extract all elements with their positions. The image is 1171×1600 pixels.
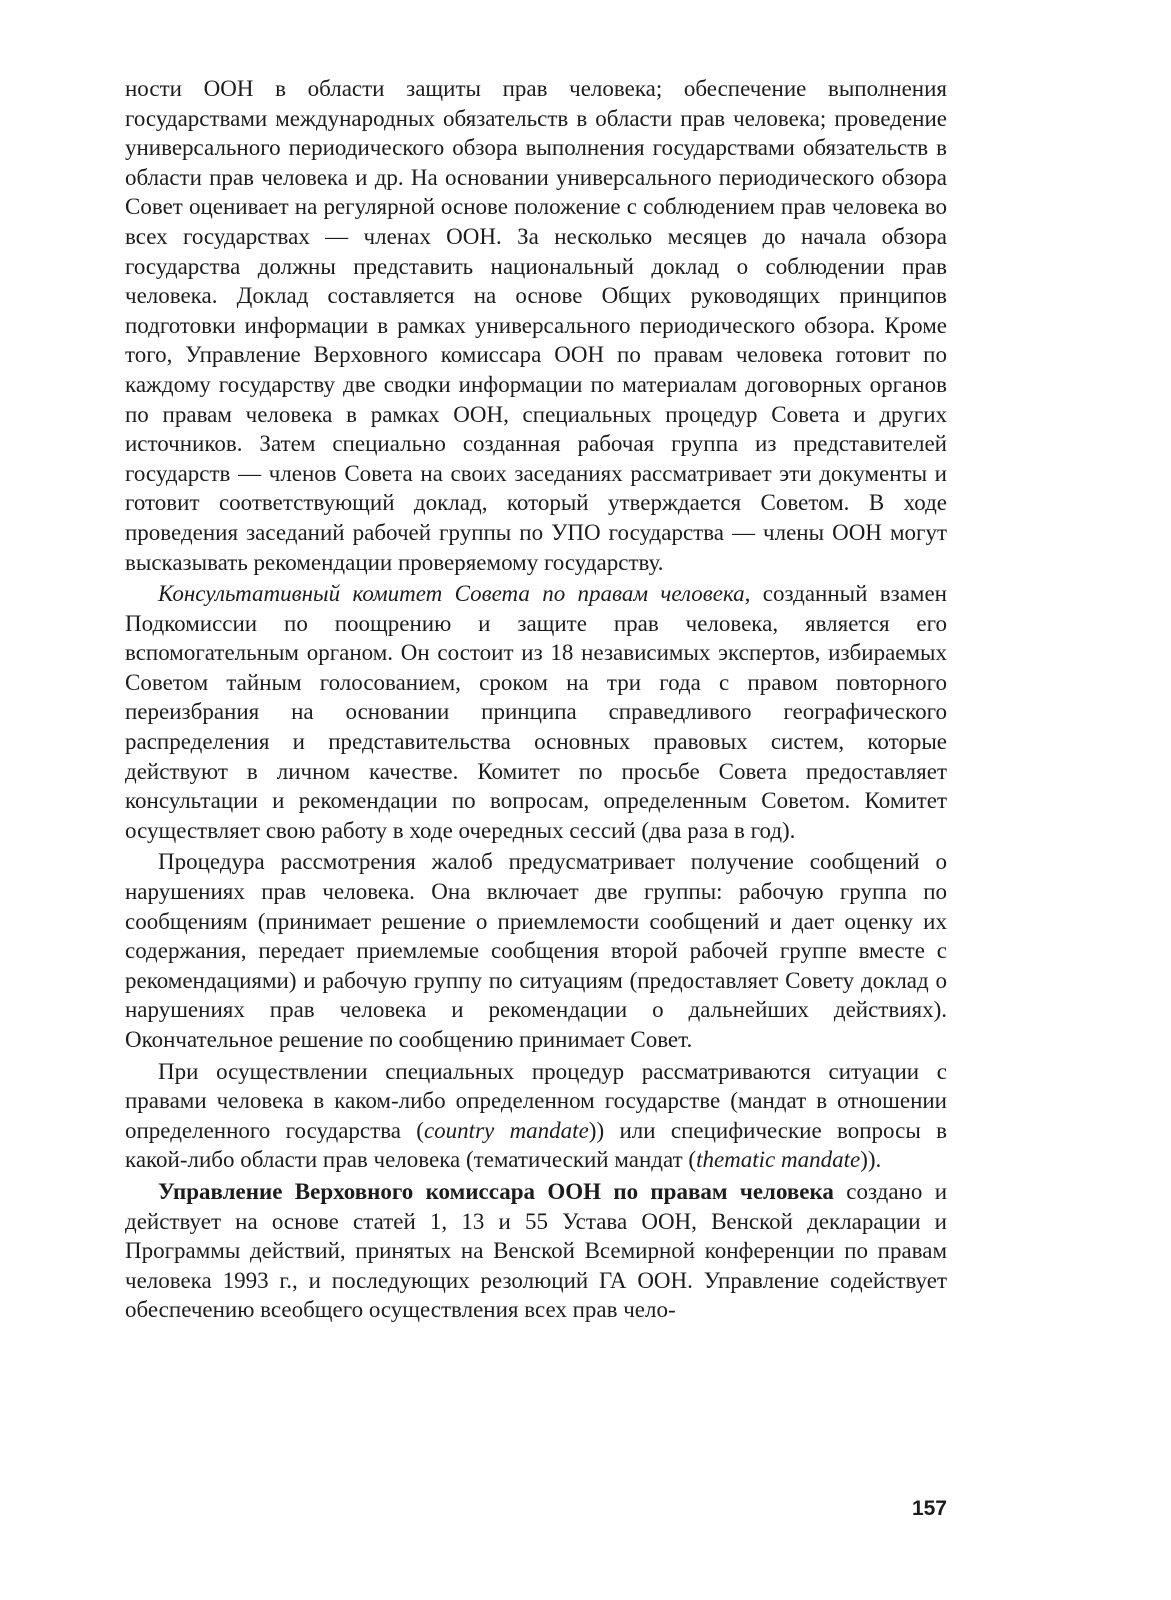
paragraph-special-procedures (125, 1057, 947, 1175)
paragraph-text: , созданный взамен Подкомиссии по поощрению и защите прав человека, является его вспомогательным органом. Он состоит из 18 независимых экспертов, избираемых Советом тайным голосованием, сроком на три года с правом повторного переизбрания на основании принципа справедливого географического распределения и представительства основных правовых систем, которые действуют в личном качестве. Комитет по просьбе Совета предоставляет консультации и рекомендации по вопросам, определенным Советом. Комитет осуществляет свою работу в ходе очередных сессий (два раза в год). (125, 581, 947, 843)
paragraph-text: создано и действует на основе статей 1, 13 и 55 Устава ООН, Венской декларации и Программы действий, принятых на Венской Всемирной конференции по правам человека 1993 г., и последующих резолюций ГА ООН. Управление содействует обеспечению всеобщего осуществления всех прав чело- (125, 1178, 948, 1323)
page-number: 157 (911, 1497, 947, 1520)
italic-term: country mandate (423, 1117, 589, 1143)
paragraph-text: )). (860, 1147, 882, 1173)
italic-term: Консультативный комитет Совета по правам человека (158, 581, 745, 607)
paragraph-ohchr (125, 1177, 947, 1325)
paragraph-upr-review (125, 74, 947, 577)
paragraph-complaint-procedure (125, 847, 947, 1054)
paragraph-text: ности ООН в области защиты прав человека; обеспечение выполнения государствами международных обязательств в области прав человека; проведение универсального периодического обзора выполнения государствами обязательств в области прав человека и др. На основании универсального периодического обзора Совет оценивает на регулярной основе положение с соблюдением прав человека во всех государствах — членах ООН. За несколько месяцев до начала обзора государства должны представить национальный доклад о соблюдении прав человека. Доклад составляется на основе Общих руководящих принципов подготовки информации в рамках универсального периодического обзора. Кроме того, Управление Верховного комиссара ООН по правам человека готовит по каждому государству две сводки информации по материалам договорных органов по правам человека в рамках ООН, специальных процедур Совета и других источников. Затем специально созданная рабочая группа из представителей государств — членов Совета на своих заседаниях рассматривает эти документы и готовит соответствующий доклад, который утверждается Советом. В ходе проведения заседаний рабочей группы по УПО государства — члены ООН могут высказывать рекомендации проверяемому государству. (125, 76, 947, 575)
paragraph-advisory-committee (125, 579, 947, 845)
paragraph-text: )) или специфические вопросы в какой-либо области прав человека (тематический мандат ( (125, 1117, 947, 1173)
paragraph-text: Процедура рассмотрения жалоб предусматривает получение сообщений о нарушениях прав человека. Она включает две группы: рабочую группа по сообщениям (принимает решение о приемлемости сообщений и дает оценку их содержания, передает приемлемые сообщения второй рабочей группе вместе с рекомендациями) и рабочую группу по ситуациям (предоставляет Совету доклад о нарушениях прав человека и рекомендации о дальнейших действиях). Окончательное решение по сообщению принимает Совет. (125, 849, 947, 1052)
body-text (125, 74, 947, 1325)
bold-term: Управление Верховного комиссара ООН по правам человека (158, 1178, 834, 1204)
paragraph-text: При осуществлении специальных процедур рассматриваются ситуации с правами человека в каком-либо определенном государстве (мандат в отношении определенного государства ( (125, 1058, 947, 1143)
italic-term: thematic mandate (696, 1147, 861, 1173)
